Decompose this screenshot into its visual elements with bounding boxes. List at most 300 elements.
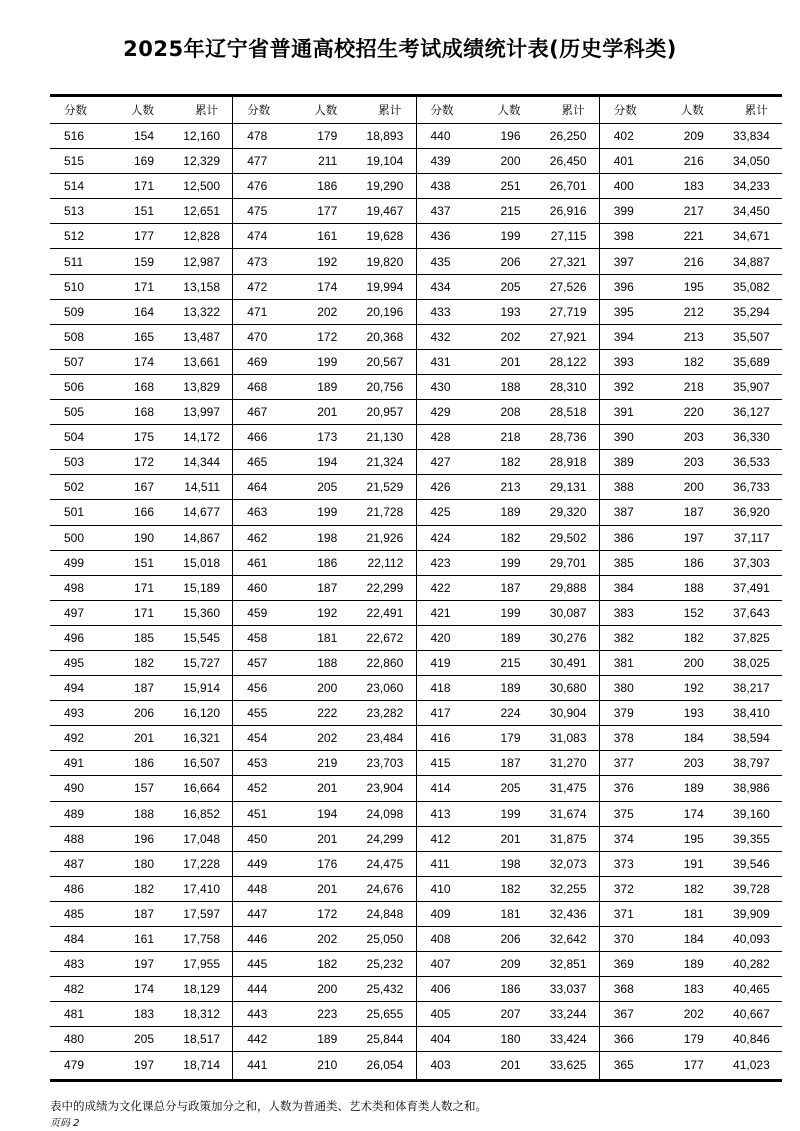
- cumulative-cell: 30,276: [549, 630, 587, 645]
- score-cell: 482: [64, 982, 85, 997]
- cumulative-cell: 34,050: [733, 154, 770, 169]
- count-cell: 151: [133, 555, 154, 570]
- score-cell: 486: [64, 881, 85, 896]
- score-table: [50, 94, 782, 1082]
- table-row: [417, 425, 599, 450]
- table-row: [600, 551, 782, 576]
- count-cell: 161: [317, 229, 338, 244]
- score-cell: 399: [613, 204, 634, 219]
- count-cell: 205: [500, 781, 521, 796]
- score-cell: 446: [247, 932, 268, 947]
- score-cell: 387: [613, 505, 634, 520]
- score-cell: 381: [613, 656, 634, 671]
- header-cumulative: 累计: [744, 103, 768, 117]
- score-cell: 508: [64, 329, 85, 344]
- count-cell: 183: [133, 1007, 154, 1022]
- cumulative-cell: 32,255: [549, 881, 587, 896]
- table-row: [233, 1027, 415, 1052]
- count-cell: 199: [317, 505, 338, 520]
- table-row: [233, 275, 415, 300]
- table-row: [417, 124, 599, 149]
- score-cell: 404: [430, 1032, 451, 1047]
- count-cell: 179: [317, 129, 338, 144]
- score-cell: 450: [247, 831, 268, 846]
- table-row: [600, 576, 782, 601]
- score-cell: 512: [64, 229, 85, 244]
- score-cell: 496: [64, 630, 85, 645]
- table-row: [233, 325, 415, 350]
- cumulative-cell: 34,887: [733, 254, 770, 269]
- count-cell: 223: [317, 1007, 338, 1022]
- score-cell: 376: [613, 781, 634, 796]
- count-cell: 205: [133, 1032, 154, 1047]
- score-cell: 401: [613, 154, 634, 169]
- cumulative-cell: 39,728: [733, 881, 770, 896]
- count-cell: 197: [133, 957, 154, 972]
- cumulative-cell: 26,054: [366, 1058, 404, 1073]
- cumulative-cell: 35,907: [733, 379, 770, 394]
- score-cell: 464: [247, 480, 268, 495]
- table-row: [233, 977, 415, 1002]
- cumulative-cell: 38,986: [733, 781, 770, 796]
- cumulative-cell: 30,904: [549, 706, 587, 721]
- cumulative-cell: 19,290: [366, 179, 404, 194]
- count-cell: 187: [500, 580, 521, 595]
- score-cell: 448: [247, 881, 268, 896]
- cumulative-cell: 32,642: [549, 932, 587, 947]
- score-cell: 369: [613, 957, 634, 972]
- table-row: [417, 249, 599, 274]
- count-cell: 201: [500, 1058, 521, 1073]
- header-count: 人数: [497, 103, 521, 117]
- score-cell: 406: [430, 982, 451, 997]
- score-cell: 437: [430, 204, 451, 219]
- table-row: [50, 902, 232, 927]
- cumulative-cell: 35,689: [733, 354, 770, 369]
- table-row: [50, 802, 232, 827]
- count-cell: 182: [683, 881, 704, 896]
- table-row: [417, 952, 599, 977]
- cumulative-cell: 25,050: [366, 932, 404, 947]
- cumulative-cell: 41,023: [733, 1058, 770, 1073]
- count-cell: 172: [317, 906, 338, 921]
- cumulative-cell: 40,093: [733, 932, 770, 947]
- cumulative-cell: 25,232: [366, 957, 404, 972]
- score-cell: 415: [430, 756, 451, 771]
- count-cell: 199: [500, 555, 521, 570]
- count-cell: 202: [317, 731, 338, 746]
- table-row: [50, 551, 232, 576]
- table-row: [233, 375, 415, 400]
- table-row: [233, 350, 415, 375]
- table-row: [417, 626, 599, 651]
- score-cell: 423: [430, 555, 451, 570]
- score-cell: 420: [430, 630, 451, 645]
- cumulative-cell: 29,502: [549, 530, 587, 545]
- count-cell: 186: [317, 179, 338, 194]
- score-cell: 374: [613, 831, 634, 846]
- table-row: [50, 325, 232, 350]
- table-row: [50, 651, 232, 676]
- count-cell: 174: [317, 279, 338, 294]
- score-cell: 400: [613, 179, 634, 194]
- cumulative-cell: 19,628: [366, 229, 404, 244]
- count-cell: 201: [500, 354, 521, 369]
- table-row: [417, 1027, 599, 1052]
- table-row: [600, 275, 782, 300]
- cumulative-cell: 29,888: [549, 580, 587, 595]
- score-cell: 411: [430, 856, 450, 871]
- count-cell: 180: [133, 856, 154, 871]
- score-cell: 426: [430, 480, 451, 495]
- score-cell: 398: [613, 229, 634, 244]
- cumulative-cell: 14,344: [183, 455, 220, 470]
- table-row: [50, 751, 232, 776]
- table-row: [50, 400, 232, 425]
- cumulative-cell: 33,625: [549, 1058, 587, 1073]
- cumulative-cell: 27,321: [549, 254, 587, 269]
- cumulative-cell: 30,087: [549, 605, 587, 620]
- table-row: [600, 726, 782, 751]
- table-row: [417, 199, 599, 224]
- score-cell: 514: [64, 179, 85, 194]
- score-cell: 371: [613, 906, 634, 921]
- table-row: [600, 701, 782, 726]
- count-cell: 167: [133, 480, 154, 495]
- cumulative-cell: 17,758: [183, 932, 220, 947]
- count-cell: 192: [683, 681, 704, 696]
- count-cell: 182: [317, 957, 338, 972]
- count-cell: 200: [683, 656, 704, 671]
- cumulative-cell: 28,310: [549, 379, 587, 394]
- count-cell: 179: [500, 731, 521, 746]
- count-cell: 218: [683, 379, 704, 394]
- count-cell: 187: [500, 756, 521, 771]
- count-cell: 172: [317, 329, 338, 344]
- count-cell: 182: [683, 354, 704, 369]
- cumulative-cell: 38,217: [733, 681, 770, 696]
- count-cell: 177: [317, 204, 338, 219]
- count-cell: 199: [500, 806, 521, 821]
- count-cell: 180: [500, 1032, 521, 1047]
- count-cell: 187: [683, 505, 704, 520]
- cumulative-cell: 25,655: [366, 1007, 404, 1022]
- table-row: [600, 199, 782, 224]
- table-row: [233, 124, 415, 149]
- table-row: [50, 676, 232, 701]
- cumulative-cell: 37,643: [733, 605, 770, 620]
- header-cumulative: 累计: [561, 103, 585, 117]
- score-cell: 391: [613, 405, 634, 420]
- table-row: [233, 500, 415, 525]
- score-cell: 419: [430, 656, 451, 671]
- cumulative-cell: 23,060: [366, 681, 404, 696]
- cumulative-cell: 21,529: [366, 480, 404, 495]
- count-cell: 164: [133, 304, 154, 319]
- count-cell: 210: [317, 1058, 338, 1073]
- cumulative-cell: 31,875: [549, 831, 587, 846]
- score-cell: 495: [64, 656, 85, 671]
- score-cell: 425: [430, 505, 451, 520]
- table-header: [417, 97, 599, 124]
- count-cell: 152: [683, 605, 704, 620]
- table-row: [50, 852, 232, 877]
- score-cell: 378: [613, 731, 634, 746]
- table-row: [600, 977, 782, 1002]
- header-count: 人数: [314, 103, 338, 117]
- score-cell: 472: [247, 279, 268, 294]
- table-row: [417, 751, 599, 776]
- cumulative-cell: 29,701: [549, 555, 587, 570]
- table-row: [233, 852, 415, 877]
- count-cell: 172: [133, 455, 154, 470]
- table-row: [50, 149, 232, 174]
- table-row: [417, 927, 599, 952]
- score-cell: 488: [64, 831, 85, 846]
- count-cell: 218: [500, 430, 521, 445]
- score-cell: 475: [247, 204, 268, 219]
- score-cell: 402: [613, 129, 634, 144]
- cumulative-cell: 31,083: [549, 731, 587, 746]
- table-row: [600, 425, 782, 450]
- header-score: 分数: [64, 103, 87, 117]
- table-row: [233, 827, 415, 852]
- cumulative-cell: 36,330: [733, 430, 770, 445]
- score-cell: 389: [613, 455, 634, 470]
- count-cell: 215: [500, 656, 521, 671]
- count-cell: 203: [683, 455, 704, 470]
- score-cell: 491: [64, 756, 85, 771]
- score-cell: 484: [64, 932, 85, 947]
- score-cell: 386: [613, 530, 634, 545]
- cumulative-cell: 27,719: [549, 304, 587, 319]
- cumulative-cell: 14,172: [183, 430, 220, 445]
- count-cell: 199: [500, 605, 521, 620]
- count-cell: 189: [683, 781, 704, 796]
- score-cell: 432: [430, 329, 451, 344]
- table-row: [417, 325, 599, 350]
- table-row: [417, 375, 599, 400]
- cumulative-cell: 18,517: [183, 1032, 220, 1047]
- table-row: [600, 601, 782, 626]
- score-cell: 503: [64, 455, 85, 470]
- score-cell: 471: [247, 304, 268, 319]
- score-cell: 470: [247, 329, 268, 344]
- table-block-2: [232, 97, 415, 1079]
- table-row: [600, 526, 782, 551]
- count-cell: 213: [683, 329, 704, 344]
- count-cell: 199: [500, 229, 521, 244]
- score-cell: 414: [430, 781, 451, 796]
- score-cell: 462: [247, 530, 268, 545]
- count-cell: 161: [133, 932, 154, 947]
- cumulative-cell: 38,797: [733, 756, 770, 771]
- score-cell: 485: [64, 906, 85, 921]
- table-row: [233, 776, 415, 801]
- count-cell: 188: [317, 656, 338, 671]
- score-cell: 417: [430, 706, 451, 721]
- table-row: [417, 224, 599, 249]
- table-row: [233, 676, 415, 701]
- table-row: [600, 400, 782, 425]
- cumulative-cell: 15,018: [183, 555, 220, 570]
- cumulative-cell: 26,450: [549, 154, 587, 169]
- count-cell: 176: [317, 856, 338, 871]
- header-count: 人数: [131, 103, 154, 117]
- cumulative-cell: 15,914: [183, 681, 220, 696]
- count-cell: 203: [683, 756, 704, 771]
- cumulative-cell: 33,834: [733, 129, 770, 144]
- cumulative-cell: 16,321: [183, 731, 220, 746]
- count-cell: 183: [683, 982, 704, 997]
- table-row: [50, 350, 232, 375]
- table-row: [233, 802, 415, 827]
- score-cell: 481: [64, 1007, 85, 1022]
- score-cell: 375: [613, 806, 634, 821]
- count-cell: 201: [133, 731, 154, 746]
- score-cell: 380: [613, 681, 634, 696]
- table-row: [233, 751, 415, 776]
- cumulative-cell: 37,117: [733, 530, 770, 545]
- score-cell: 418: [430, 681, 451, 696]
- count-cell: 189: [683, 957, 704, 972]
- score-cell: 424: [430, 530, 451, 545]
- count-cell: 181: [317, 630, 338, 645]
- cumulative-cell: 24,299: [366, 831, 404, 846]
- table-row: [600, 325, 782, 350]
- count-cell: 224: [500, 706, 521, 721]
- table-row: [417, 902, 599, 927]
- count-cell: 159: [133, 254, 154, 269]
- table-row: [50, 977, 232, 1002]
- cumulative-cell: 39,546: [733, 856, 770, 871]
- table-row: [417, 701, 599, 726]
- table-row: [50, 124, 232, 149]
- score-cell: 413: [430, 806, 451, 821]
- count-cell: 222: [317, 706, 338, 721]
- table-row: [600, 827, 782, 852]
- score-cell: 445: [247, 957, 268, 972]
- table-row: [600, 952, 782, 977]
- count-cell: 166: [133, 505, 154, 520]
- cumulative-cell: 17,048: [183, 831, 220, 846]
- count-cell: 201: [317, 831, 338, 846]
- cumulative-cell: 24,676: [366, 881, 404, 896]
- count-cell: 182: [683, 630, 704, 645]
- count-cell: 189: [500, 630, 521, 645]
- table-row: [50, 199, 232, 224]
- score-cell: 392: [613, 379, 634, 394]
- score-cell: 459: [247, 605, 268, 620]
- cumulative-cell: 35,294: [733, 304, 770, 319]
- count-cell: 211: [318, 154, 338, 169]
- cumulative-cell: 23,282: [366, 706, 404, 721]
- count-cell: 186: [683, 555, 704, 570]
- count-cell: 186: [500, 982, 521, 997]
- table-row: [233, 249, 415, 274]
- score-cell: 393: [613, 354, 634, 369]
- cumulative-cell: 35,082: [733, 279, 770, 294]
- table-row: [233, 551, 415, 576]
- table-row: [50, 425, 232, 450]
- table-row: [233, 877, 415, 902]
- score-cell: 502: [64, 480, 85, 495]
- count-cell: 209: [683, 129, 704, 144]
- cumulative-cell: 29,320: [549, 505, 587, 520]
- score-cell: 410: [430, 881, 451, 896]
- cumulative-cell: 34,671: [733, 229, 770, 244]
- score-cell: 506: [64, 379, 85, 394]
- cumulative-cell: 20,957: [366, 405, 404, 420]
- count-cell: 173: [317, 430, 338, 445]
- score-cell: 366: [613, 1032, 634, 1047]
- score-cell: 513: [64, 204, 85, 219]
- cumulative-cell: 26,916: [549, 204, 587, 219]
- cumulative-cell: 40,846: [733, 1032, 770, 1047]
- table-row: [600, 927, 782, 952]
- score-table-blocks: [50, 97, 782, 1079]
- score-cell: 479: [64, 1058, 85, 1073]
- cumulative-cell: 32,073: [549, 856, 587, 871]
- table-row: [600, 450, 782, 475]
- table-row: [417, 475, 599, 500]
- score-cell: 367: [613, 1007, 634, 1022]
- table-row: [50, 952, 232, 977]
- score-cell: 507: [64, 354, 85, 369]
- score-cell: 453: [247, 756, 268, 771]
- table-row: [50, 224, 232, 249]
- cumulative-cell: 20,196: [366, 304, 404, 319]
- score-cell: 490: [64, 781, 85, 796]
- table-row: [50, 827, 232, 852]
- count-cell: 175: [133, 430, 154, 445]
- table-row: [233, 1052, 415, 1077]
- score-cell: 449: [247, 856, 268, 871]
- score-cell: 483: [64, 957, 85, 972]
- header-cumulative: 累计: [195, 103, 218, 117]
- count-cell: 192: [317, 605, 338, 620]
- score-cell: 480: [64, 1032, 85, 1047]
- cumulative-cell: 14,511: [184, 480, 220, 495]
- count-cell: 171: [133, 279, 154, 294]
- count-cell: 209: [500, 957, 521, 972]
- cumulative-cell: 25,844: [366, 1032, 404, 1047]
- count-cell: 186: [317, 555, 338, 570]
- count-cell: 188: [133, 806, 154, 821]
- count-cell: 201: [317, 405, 338, 420]
- count-cell: 200: [317, 681, 338, 696]
- score-cell: 441: [247, 1058, 268, 1073]
- cumulative-cell: 17,228: [183, 856, 220, 871]
- table-row: [600, 375, 782, 400]
- score-cell: 489: [64, 806, 85, 821]
- count-cell: 185: [133, 630, 154, 645]
- table-row: [50, 526, 232, 551]
- score-cell: 467: [247, 405, 268, 420]
- table-row: [233, 902, 415, 927]
- count-cell: 200: [317, 982, 338, 997]
- cumulative-cell: 28,918: [549, 455, 587, 470]
- score-cell: 499: [64, 555, 85, 570]
- table-row: [233, 927, 415, 952]
- count-cell: 187: [317, 580, 338, 595]
- table-row: [600, 776, 782, 801]
- score-cell: 397: [613, 254, 634, 269]
- count-cell: 202: [500, 329, 521, 344]
- table-row: [417, 450, 599, 475]
- score-cell: 461: [247, 555, 268, 570]
- score-cell: 407: [430, 957, 451, 972]
